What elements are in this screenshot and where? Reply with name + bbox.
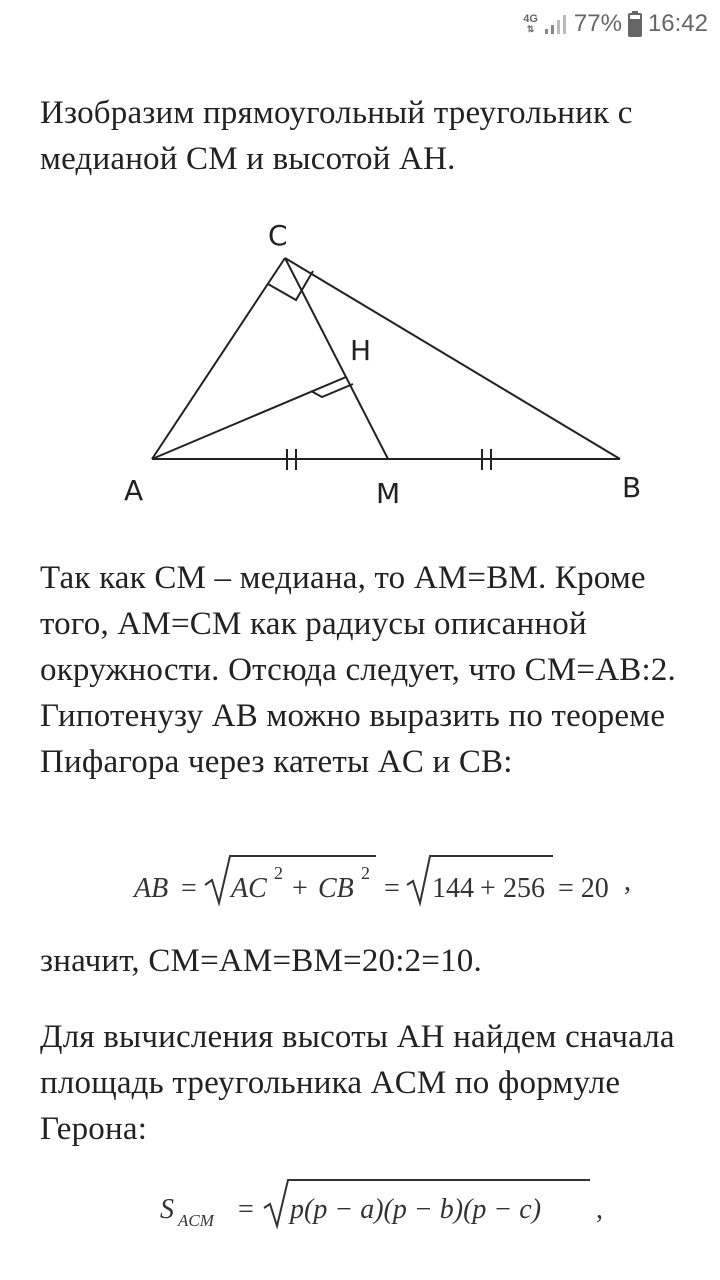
- result-paragraph: значит, CM=AM=BM=20:2=10.: [40, 943, 482, 979]
- clock: 16:42: [647, 10, 708, 37]
- point-label-h: H: [350, 334, 372, 367]
- heron-formula: [0, 1170, 720, 1240]
- vertex-label-b: B: [622, 471, 642, 504]
- vertex-label-c: C: [268, 219, 288, 252]
- right-angle-mark-c: [268, 271, 313, 300]
- side-cb: [285, 258, 620, 459]
- formula-exp1: 2: [274, 863, 283, 883]
- signal-icon: [544, 13, 568, 35]
- side-ac: [152, 258, 285, 459]
- right-angle-mark-h: [311, 384, 353, 397]
- data-arrows-icon: ⇅: [526, 24, 535, 34]
- formula-comma2: ,: [596, 1194, 603, 1225]
- network-type: 4G: [523, 13, 538, 25]
- pythagoras-formula: [0, 845, 720, 915]
- formula-s-sub: ACM: [178, 1211, 214, 1230]
- formula-eq2: =: [384, 873, 400, 904]
- altitude-ah: [152, 377, 346, 459]
- battery-icon: [628, 11, 642, 37]
- battery-percent: 77%: [573, 10, 622, 37]
- formula-comma1: ,: [624, 866, 631, 897]
- formula-s: S: [160, 1194, 174, 1225]
- status-icons: [523, 6, 708, 42]
- formula-144: 144: [432, 873, 474, 904]
- formula-ac: AC: [231, 873, 267, 904]
- point-label-m: M: [376, 477, 401, 510]
- triangle-diagram: [0, 205, 720, 525]
- formula-cb: CB: [318, 873, 354, 904]
- formula-plus2: +: [480, 873, 496, 904]
- formula-exp2: 2: [361, 863, 370, 883]
- formula-plus1: +: [292, 873, 308, 904]
- formula-eq3: = 20: [558, 873, 609, 904]
- formula-ab: AB: [134, 873, 169, 904]
- status-bar: [0, 0, 720, 50]
- intro-paragraph: Изобразим прямоугольный треугольник с медианой CM и высотой AH.: [40, 95, 633, 177]
- formula-256: 256: [503, 873, 545, 904]
- explanation-paragraph: Так как CM – медиана, то AM=BM. Кроме того, AM=CM как радиусы описанной окружности. Отсюда следует, что CM=AB:2. Гипотенузу AB можно выразить по теореме Пифагора через катеты AC и CB:: [40, 560, 676, 780]
- formula-eq1: =: [181, 873, 197, 904]
- vertex-label-a: A: [124, 474, 144, 507]
- heron-paragraph: Для вычисления высоты AH найдем сначала площадь треугольника ACM по формуле Герона:: [40, 1019, 675, 1147]
- network-indicator: [523, 14, 538, 34]
- formula-heron-body: p(p − a)(p − b)(p − c): [290, 1194, 542, 1225]
- formula-eq: =: [238, 1194, 254, 1225]
